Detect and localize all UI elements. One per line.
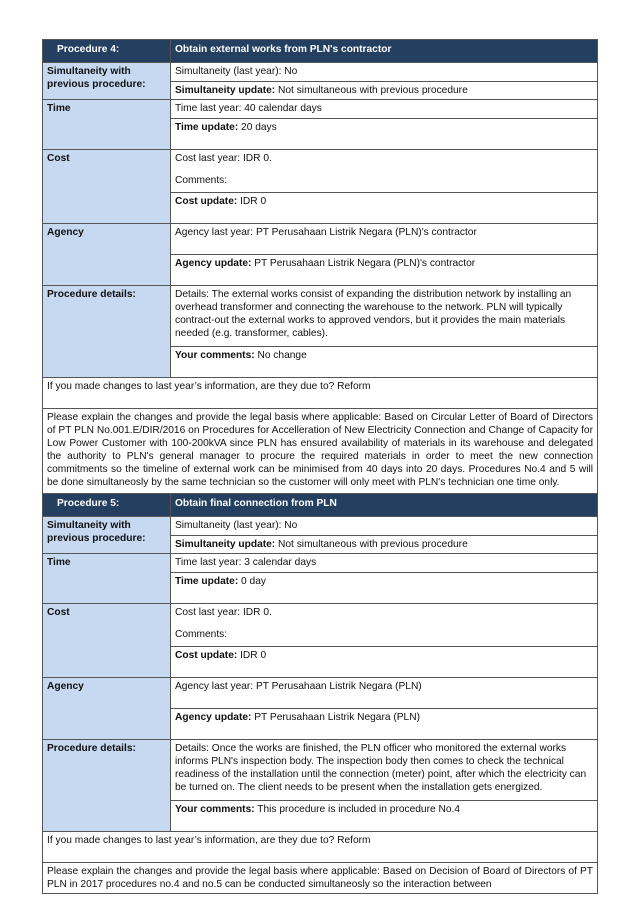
document-page xyxy=(42,39,597,894)
procedure-5-number: Procedure 5: xyxy=(43,494,171,517)
time-update: Time update: 0 day xyxy=(171,573,598,604)
procedure-4-header xyxy=(43,40,598,63)
time-update: Time update: 20 days xyxy=(171,119,598,150)
procedure-5-title: Obtain final connection from PLN xyxy=(171,494,598,517)
agency-last-year: Agency last year: PT Perusahaan Listrik Negara (PLN)'s contractor xyxy=(171,224,598,255)
changes-question: If you made changes to last year’s information, are they due to? Reform xyxy=(43,832,598,863)
procedure-4-number: Procedure 4: xyxy=(43,40,171,63)
cost-last-year: Cost last year: IDR 0. Comments: xyxy=(171,604,598,647)
procedure-details-label: Procedure details: xyxy=(43,740,171,832)
cost-label: Cost xyxy=(43,150,171,224)
agency-update: Agency update: PT Perusahaan Listrik Negara (PLN)'s contractor xyxy=(171,255,598,286)
procedure-details-text: Details: Once the works are finished, the PLN officer who monitored the external works informs PLN's inspection body. The inspection body then comes to check the technical readiness of the installation until the connection (meter) point, after which the electricity can be turned on. The client needs to be present when the installation gets energized. xyxy=(171,740,598,801)
procedure-details-label: Procedure details: xyxy=(43,286,171,378)
cost-update: Cost update: IDR 0 xyxy=(171,193,598,224)
agency-label: Agency xyxy=(43,224,171,286)
changes-explanation: Please explain the changes and provide the legal basis where applicable: Based on Circular Letter of Board of Directors of PT PLN No.001.E/DIR/2016 on Procedures for Accelleration of New Electricity Connection and Change of Capacity for Low Power Customer with 100-200kVA since PLN has ensured availability of materials in its warehouse and delegated the authority to PLN's general manager to procure the required materials in order to meet the new connection commitments so the timeline of external work can be minimised from 40 days into 20 days. Procedures No.4 and 5 will be done simultaneosly by the same technician so the customer will only meet with PLN's technician one time only. xyxy=(43,409,598,494)
cost-label: Cost xyxy=(43,604,171,678)
your-comments: Your comments: No change xyxy=(171,347,598,378)
time-last-year: Time last year: 40 calendar days xyxy=(171,100,598,119)
procedure-4-title: Obtain external works from PLN's contractor xyxy=(171,40,598,63)
cost-update: Cost update: IDR 0 xyxy=(171,647,598,678)
your-comments: Your comments: This procedure is included in procedure No.4 xyxy=(171,801,598,832)
procedures-table xyxy=(42,39,598,894)
simultaneity-label: Simultaneity with previous procedure: xyxy=(43,517,171,554)
simultaneity-update: Simultaneity update: Not simultaneous with previous procedure xyxy=(171,536,598,554)
agency-last-year: Agency last year: PT Perusahaan Listrik Negara (PLN) xyxy=(171,678,598,709)
time-label: Time xyxy=(43,100,171,150)
simultaneity-last-year: Simultaneity (last year): No xyxy=(171,517,598,536)
cost-last-year: Cost last year: IDR 0. Comments: xyxy=(171,150,598,193)
agency-update: Agency update: PT Perusahaan Listrik Negara (PLN) xyxy=(171,709,598,740)
time-label: Time xyxy=(43,554,171,604)
simultaneity-update: Simultaneity update: Not simultaneous with previous procedure xyxy=(171,82,598,100)
simultaneity-last-year: Simultaneity (last year): No xyxy=(171,63,598,82)
agency-label: Agency xyxy=(43,678,171,740)
procedure-details-text: Details: The external works consist of expanding the distribution network by installing an overhead transformer and connecting the warehouse to the network. PLN will typically contract-out the external works to approved vendors, but it provides the main materials needed (e.g. transformer, cables). xyxy=(171,286,598,347)
simultaneity-label: Simultaneity with previous procedure: xyxy=(43,63,171,100)
procedure-5-header xyxy=(43,494,598,517)
changes-question: If you made changes to last year’s information, are they due to? Reform xyxy=(43,378,598,409)
cost-comments: Comments: xyxy=(175,175,228,186)
changes-explanation: Please explain the changes and provide the legal basis where applicable: Based on Decision of Board of Directors of PT PLN in 2017 procedures no.4 and no.5 can be conducted simultaneosly so the interaction between xyxy=(43,863,598,894)
time-last-year: Time last year: 3 calendar days xyxy=(171,554,598,573)
cost-comments: Comments: xyxy=(175,629,228,640)
